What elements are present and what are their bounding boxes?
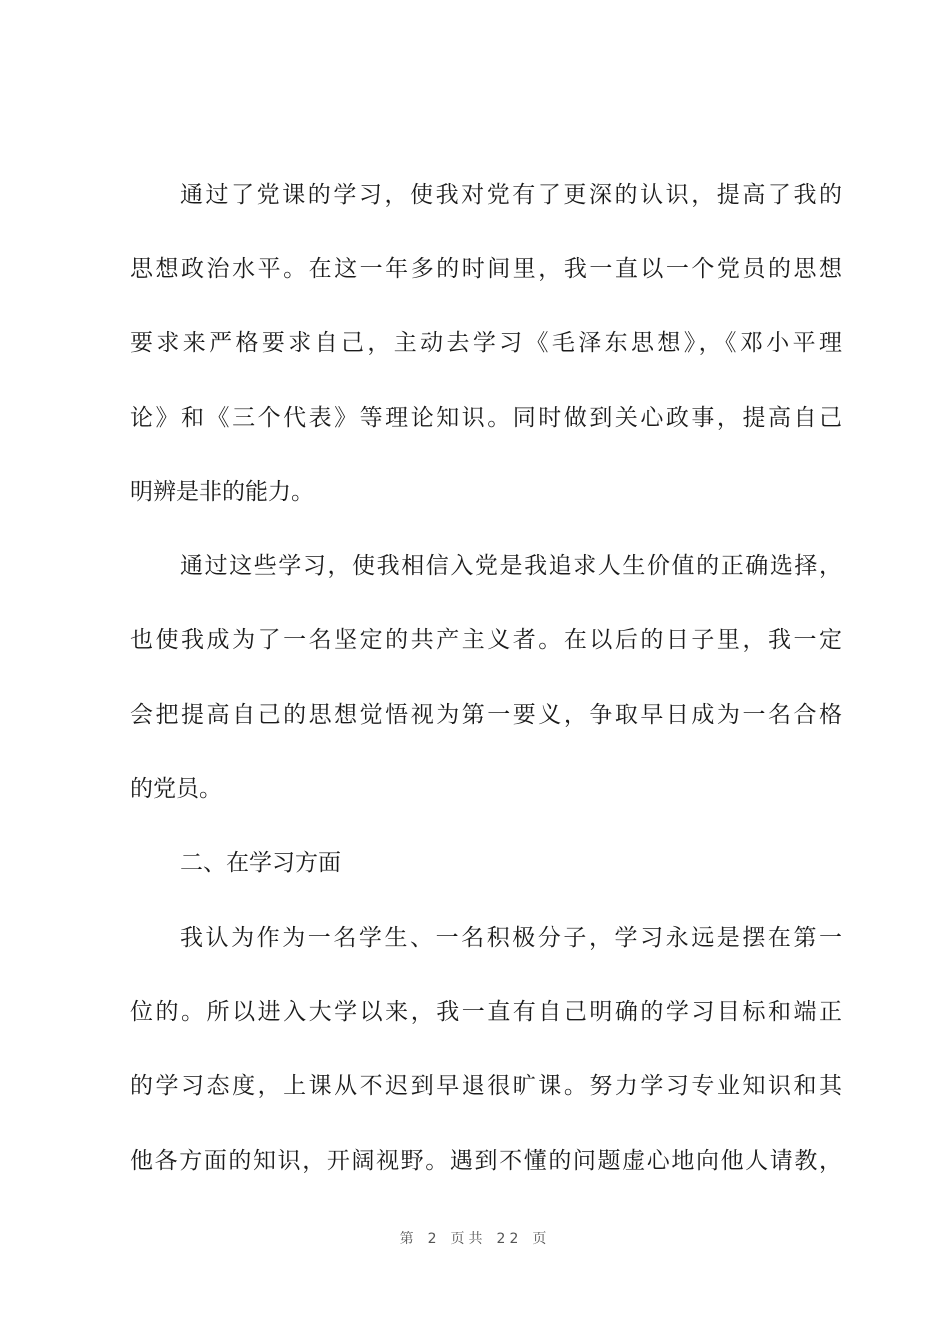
paragraph-3-line-4: 他各方面的知识，开阔视野。遇到不懂的问题虚心地向他人请教，: [130, 1148, 842, 1174]
section-heading: 二、在学习方面: [180, 850, 341, 876]
paragraph-2-line-4: 的党员。: [130, 776, 222, 802]
paragraph-1-line-3: 要求来严格要求自己，主动去学习《毛泽东思想》，《邓小平理: [130, 330, 842, 356]
footer-suffix: 页: [532, 1231, 551, 1247]
paragraph-1-line-5: 明辨是非的能力。: [130, 479, 314, 505]
footer-page-number: 2: [427, 1231, 441, 1247]
paragraph-1-line-2: 思想政治水平。在这一年多的时间里，我一直以一个党员的思想: [130, 256, 842, 282]
paragraph-1-line-1: 通过了党课的学习，使我对党有了更深的认识，提高了我的: [180, 182, 842, 208]
paragraph-3-line-1: 我认为作为一名学生、一名积极分子，学习永远是摆在第一: [180, 925, 842, 951]
paragraph-3-line-3: 的学习态度，上课从不迟到早退很旷课。努力学习专业知识和其: [130, 1073, 842, 1099]
page-footer: [0, 1227, 950, 1251]
paragraph-2-line-2: 也使我成为了一名坚定的共产主义者。在以后的日子里，我一定: [130, 627, 842, 653]
paragraph-1-line-4: 论》和《三个代表》等理论知识。同时做到关心政事，提高自己: [130, 405, 842, 431]
footer-prefix: 第: [399, 1231, 418, 1247]
paragraph-2-line-1: 通过这些学习，使我相信入党是我追求人生价值的正确选择，: [180, 553, 842, 579]
footer-mid: 页共: [450, 1231, 487, 1247]
footer-page-total: 22: [496, 1231, 523, 1247]
paragraph-3-line-2: 位的。所以进入大学以来，我一直有自己明确的学习目标和端正: [130, 999, 842, 1025]
paragraph-2-line-3: 会把提高自己的思想觉悟视为第一要义，争取早日成为一名合格: [130, 702, 842, 728]
